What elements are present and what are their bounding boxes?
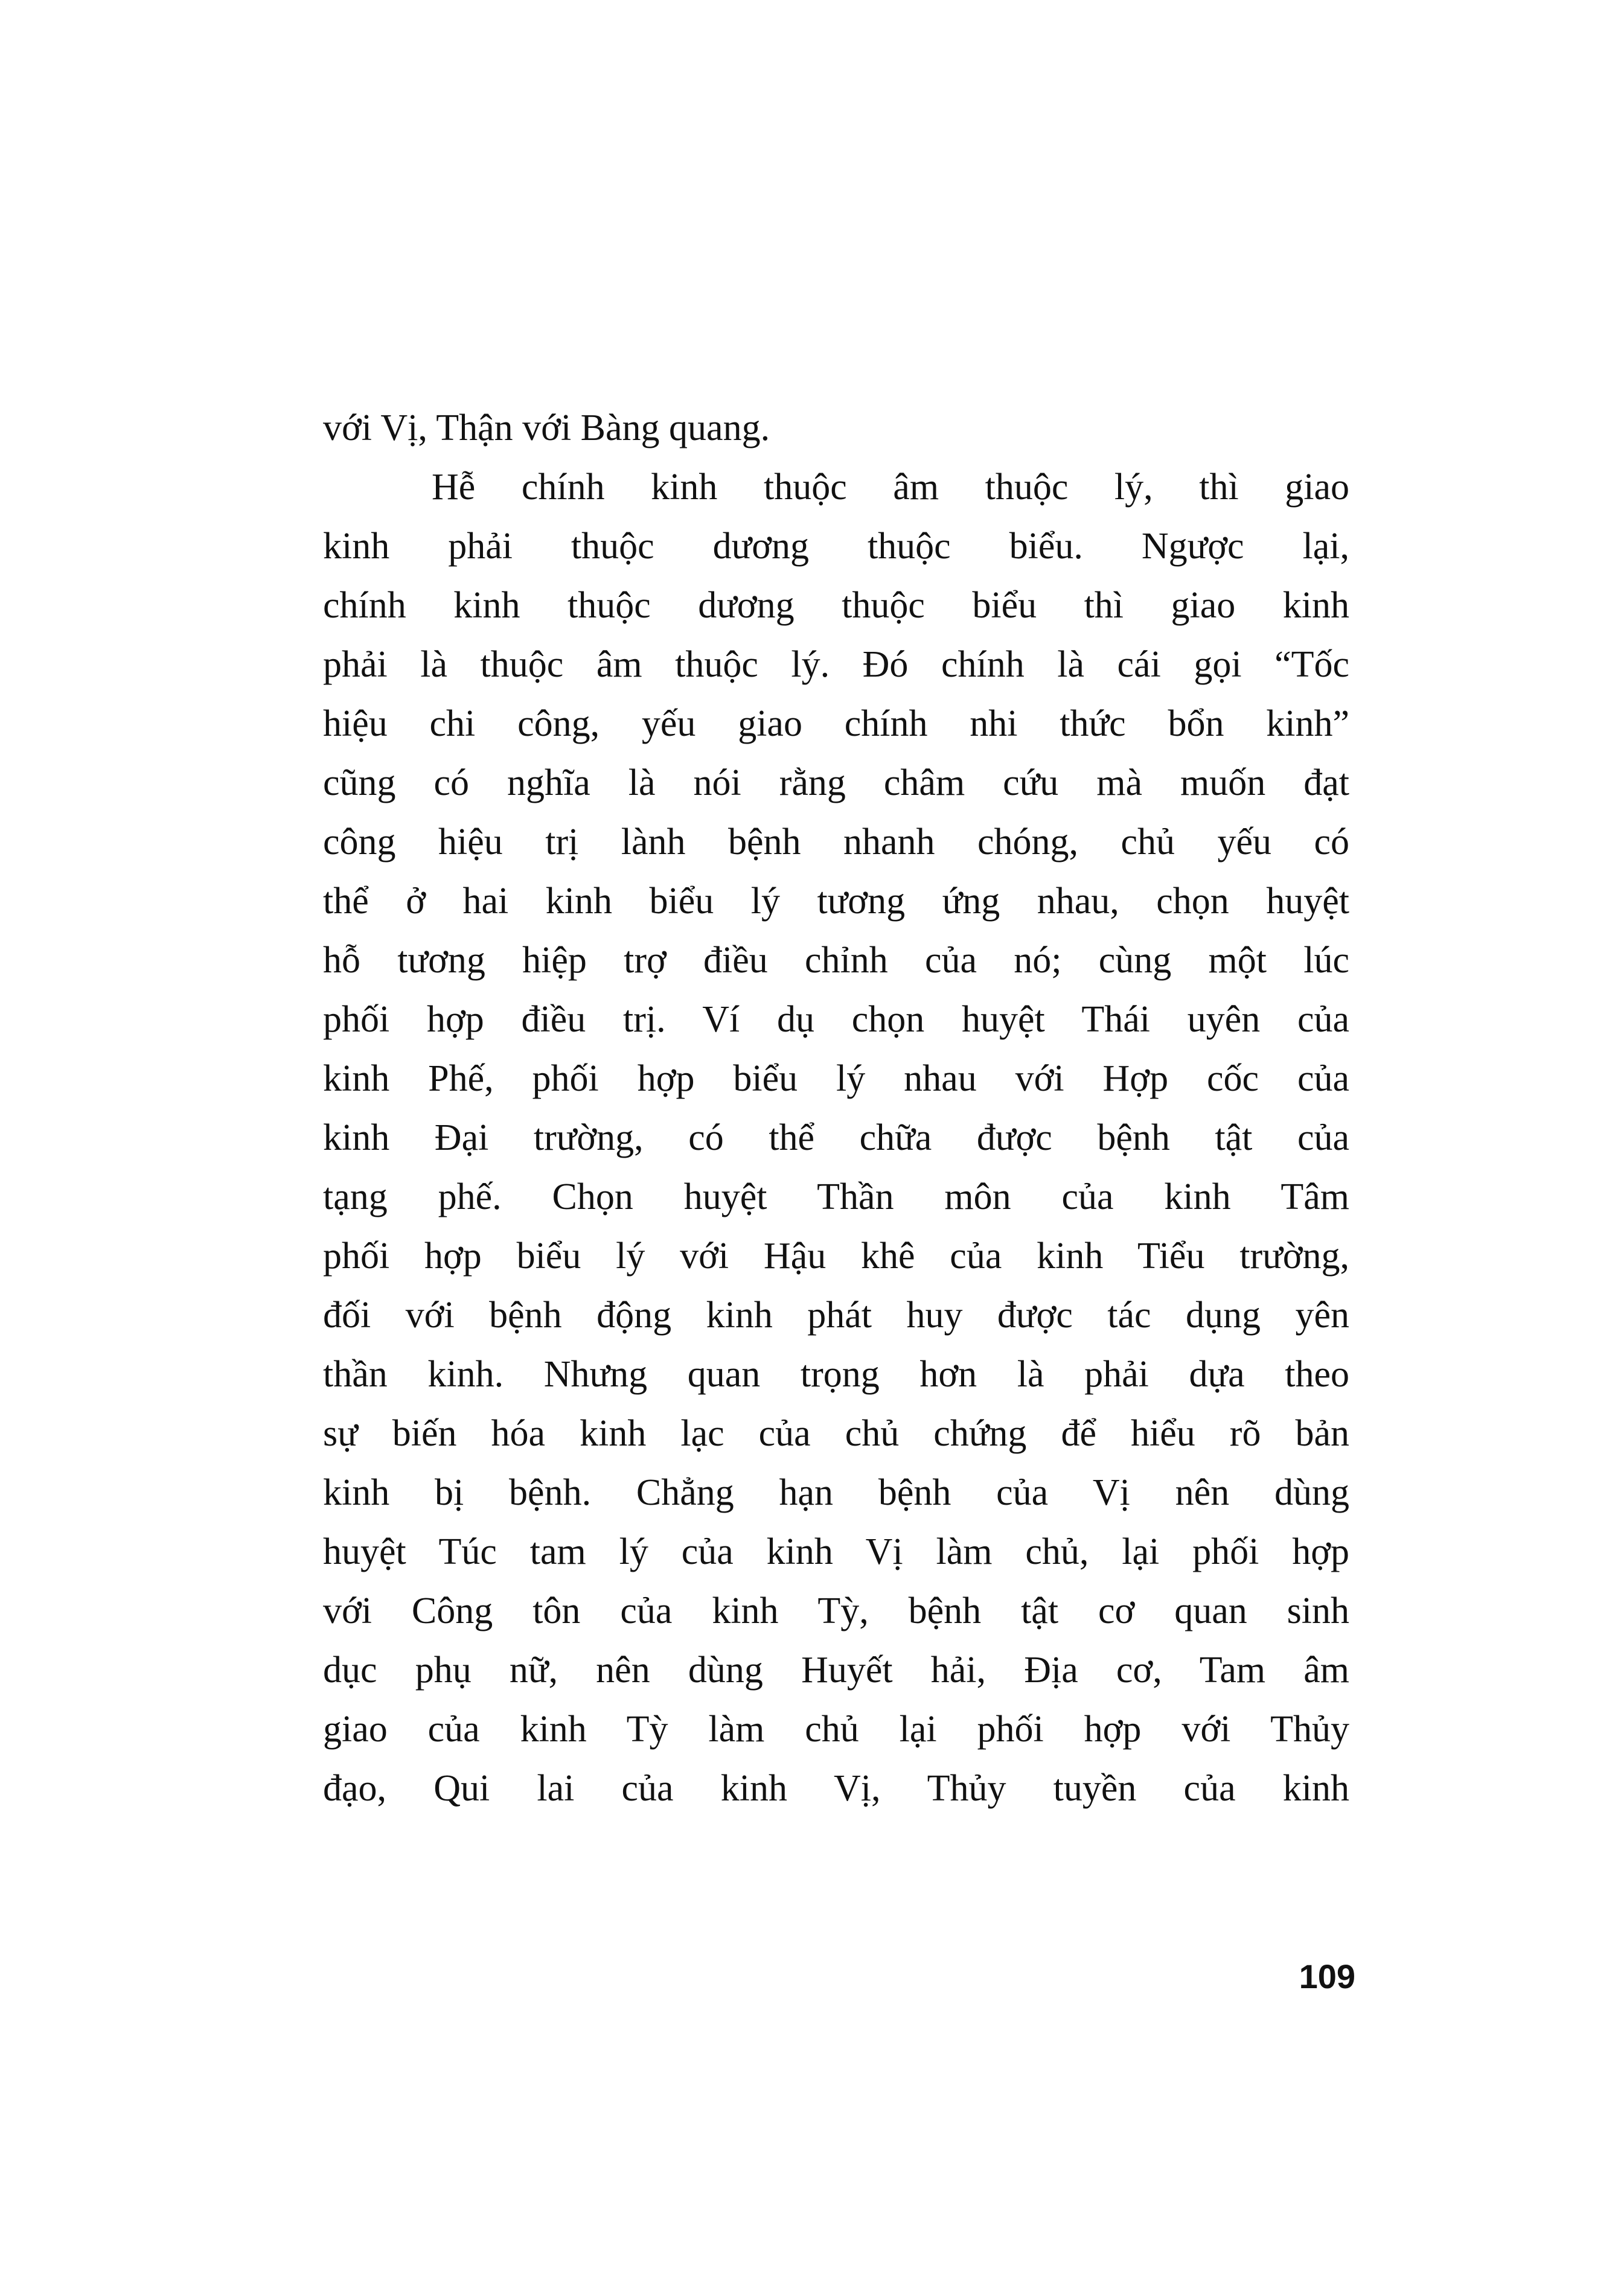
text-line: tạng phế. Chọn huyệt Thần môn của kinh Tâm: [323, 1176, 1349, 1217]
text-line: kinh Phế, phối hợp biểu lý nhau với Hợp cốc của: [323, 1058, 1349, 1099]
text-line: giao của kinh Tỳ làm chủ lại phối hợp với Thủy: [323, 1709, 1349, 1750]
text-line: đối với bệnh động kinh phát huy được tác dụng yên: [323, 1295, 1349, 1336]
text-line: kinh bị bệnh. Chẳng hạn bệnh của Vị nên dùng: [323, 1472, 1349, 1513]
body-text: [323, 398, 1349, 1818]
text-line: dục phụ nữ, nên dùng Huyết hải, Địa cơ, Tam âm: [323, 1650, 1349, 1691]
text-line: huyệt Túc tam lý của kinh Vị làm chủ, lại phối hợp: [323, 1531, 1349, 1572]
text-line: phối hợp điều trị. Ví dụ chọn huyệt Thái uyên của: [323, 999, 1349, 1040]
text-line: phải là thuộc âm thuộc lý. Đó chính là cái gọi “Tốc: [323, 644, 1349, 685]
text-line: hiệu chi công, yếu giao chính nhi thức bổn kinh”: [323, 703, 1349, 744]
text-line: công hiệu trị lành bệnh nhanh chóng, chủ yếu có: [323, 821, 1349, 863]
text-line: kinh Đại trường, có thể chữa được bệnh tật của: [323, 1117, 1349, 1158]
text-line: cũng có nghĩa là nói rằng châm cứu mà muốn đạt: [323, 762, 1349, 803]
text-line: thể ở hai kinh biểu lý tương ứng nhau, chọn huyệt: [323, 881, 1349, 922]
text-line: thần kinh. Nhưng quan trọng hơn là phải dựa theo: [323, 1354, 1349, 1395]
text-line: hỗ tương hiệp trợ điều chỉnh của nó; cùng một lúc: [323, 940, 1349, 981]
text-line: phối hợp biểu lý với Hậu khê của kinh Tiểu trường,: [323, 1236, 1349, 1277]
text-line: đạo, Qui lai của kinh Vị, Thủy tuyền của kinh: [323, 1768, 1349, 1809]
text-line: kinh phải thuộc dương thuộc biểu. Ngược lại,: [323, 526, 1349, 567]
text-line: Hễ chính kinh thuộc âm thuộc lý, thì giao: [432, 467, 1349, 508]
text-line: với Vị, Thận với Bàng quang.: [323, 407, 770, 448]
text-line: sự biến hóa kinh lạc của chủ chứng để hiểu rõ bản: [323, 1413, 1349, 1454]
page-number: 109: [1299, 1957, 1355, 1995]
text-line: với Công tôn của kinh Tỳ, bệnh tật cơ quan sinh: [323, 1590, 1349, 1631]
text-line: chính kinh thuộc dương thuộc biểu thì giao kinh: [323, 585, 1349, 626]
